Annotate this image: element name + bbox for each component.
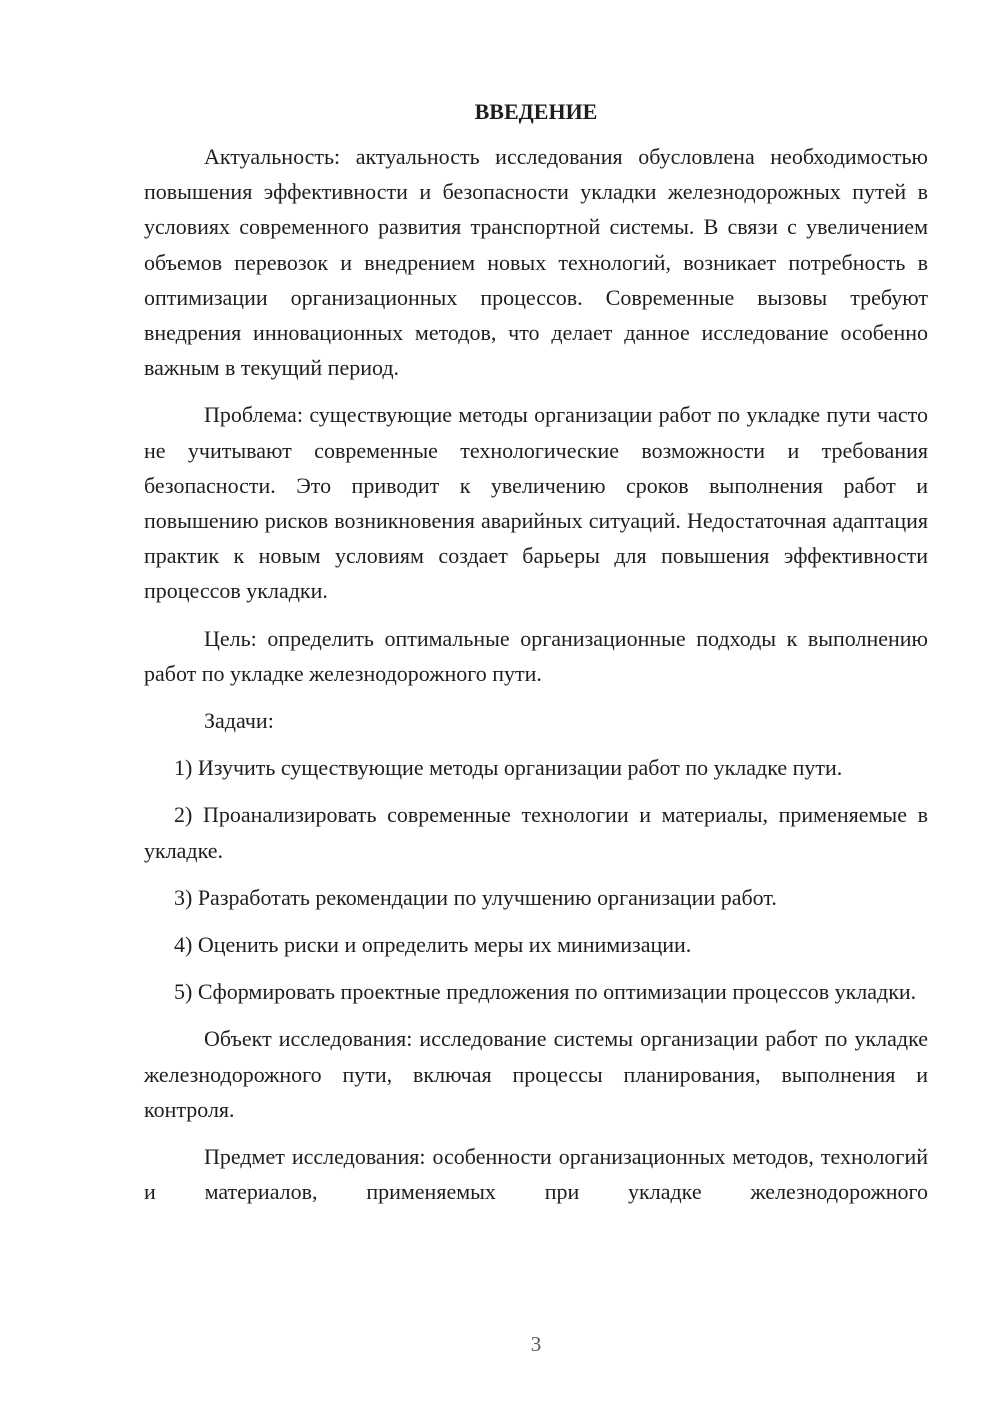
paragraph-object: Объект исследования: исследование системы организации работ по укладке железнодорожного пути, включая процессы планирования, выполнения и контроля. <box>144 1026 928 1122</box>
paragraph-goal: Цель: определить оптимальные организационные подходы к выполнению работ по укладке железнодорожного пути. <box>144 625 928 686</box>
task-item-4: 4) Оценить риски и определить меры их минимизации. <box>174 932 692 958</box>
paragraph-relevance: Актуальность: актуальность исследования обусловлена необходимостью повышения эффективности и безопасности укладки железнодорожных путей в условиях современного развития транспортной системы. В связи с увеличением объемов перевозок и внедрением новых технологий, возникает потребность в оптимизации организационных процессов. Современные вызовы требуют внедрения инновационных методов, что делает данное исследование особенно важным в текущий период. <box>144 144 928 381</box>
page-number: 3 <box>530 1332 542 1356</box>
paragraph-tasks-heading: Задачи: <box>204 708 274 734</box>
task-item-5: 5) Сформировать проектные предложения по оптимизации процессов укладки. <box>174 979 917 1005</box>
task-item-1: 1) Изучить существующие методы организации работ по укладке пути. <box>174 755 843 781</box>
paragraph-subject: Предмет исследования: особенности организационных методов, технологий и материалов, применяемых при укладке железнодорожного <box>144 1144 928 1205</box>
page-title: ВВЕДЕНИЕ <box>474 99 598 124</box>
task-item-3: 3) Разработать рекомендации по улучшению организации работ. <box>174 884 777 910</box>
document-body <box>144 94 928 1209</box>
paragraph-problem: Проблема: существующие методы организации работ по укладке пути часто не учитывают современные технологические возможности и требования безопасности. Это приводит к увеличению сроков выполнения работ и повышению рисков возникновения аварийных ситуаций. Недостаточная адаптация практик к новым условиям создает барьеры для повышения эффективности процессов укладки. <box>144 402 928 604</box>
task-item-2: 2) Проанализировать современные технологии и материалы, применяемые в укладке. <box>144 802 928 863</box>
